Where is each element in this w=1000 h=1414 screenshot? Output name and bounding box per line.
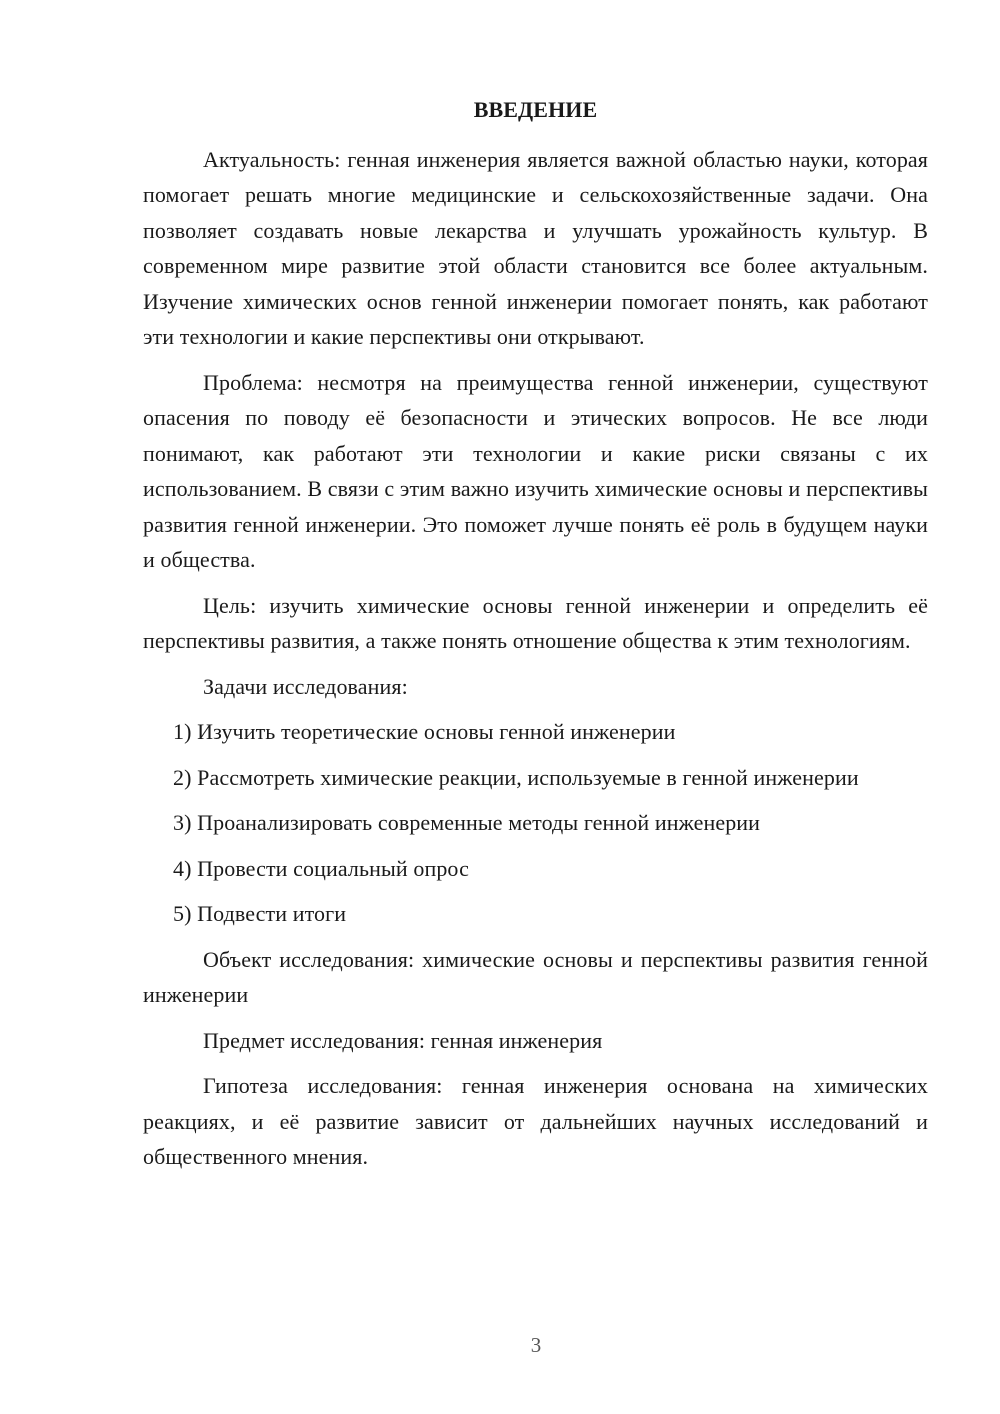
list-item: 4) Провести социальный опрос: [173, 855, 469, 881]
paragraph-problem: Проблема: несмотря на преимущества генной инженерии, существуют опасения по поводу её безопасности и этических вопросов. Не все люди понимают, как работают эти технологии и какие риски связаны с их использованием. В связи с этим важно изучить химические основы и перспективы развития генной инженерии. Это поможет лучше понять её роль в будущем науки и общества.: [143, 369, 928, 572]
page-number: 3: [530, 1333, 542, 1357]
paragraph-goal: Цель: изучить химические основы генной инженерии и определить её перспективы развития, а также понять отношение общества к этим технологиям.: [143, 592, 928, 653]
page-title: ВВЕДЕНИЕ: [473, 97, 598, 122]
paragraph-subject: Предмет исследования: генная инженерия: [203, 1027, 603, 1053]
tasks-heading: Задачи исследования:: [203, 673, 408, 699]
list-item: 1) Изучить теоретические основы генной инженерии: [173, 719, 676, 744]
paragraph-object: Объект исследования: химические основы и перспективы развития генной инженерии: [143, 946, 928, 1007]
list-item: 2) Рассмотреть химические реакции, используемые в генной инженерии: [173, 764, 859, 790]
list-item: 5) Подвести итоги: [173, 901, 347, 926]
paragraph-relevance: Актуальность: генная инженерия является важной областью науки, которая помогает решать многие медицинские и сельскохозяйственные задачи. Она позволяет создавать новые лекарства и улучшать урожайность культур. В современном мире развитие этой области становится все более актуальным. Изучение химических основ генной инженерии помогает понять, как работают эти технологии и какие перспективы они открывают.: [143, 146, 928, 349]
list-item: 3) Проанализировать современные методы генной инженерии: [173, 810, 761, 835]
tasks-list: [143, 714, 928, 932]
document-page: [143, 92, 928, 1185]
paragraph-hypothesis: Гипотеза исследования: генная инженерия основана на химических реакциях, и её развитие зависит от дальнейших научных исследований и общественного мнения.: [143, 1073, 928, 1169]
